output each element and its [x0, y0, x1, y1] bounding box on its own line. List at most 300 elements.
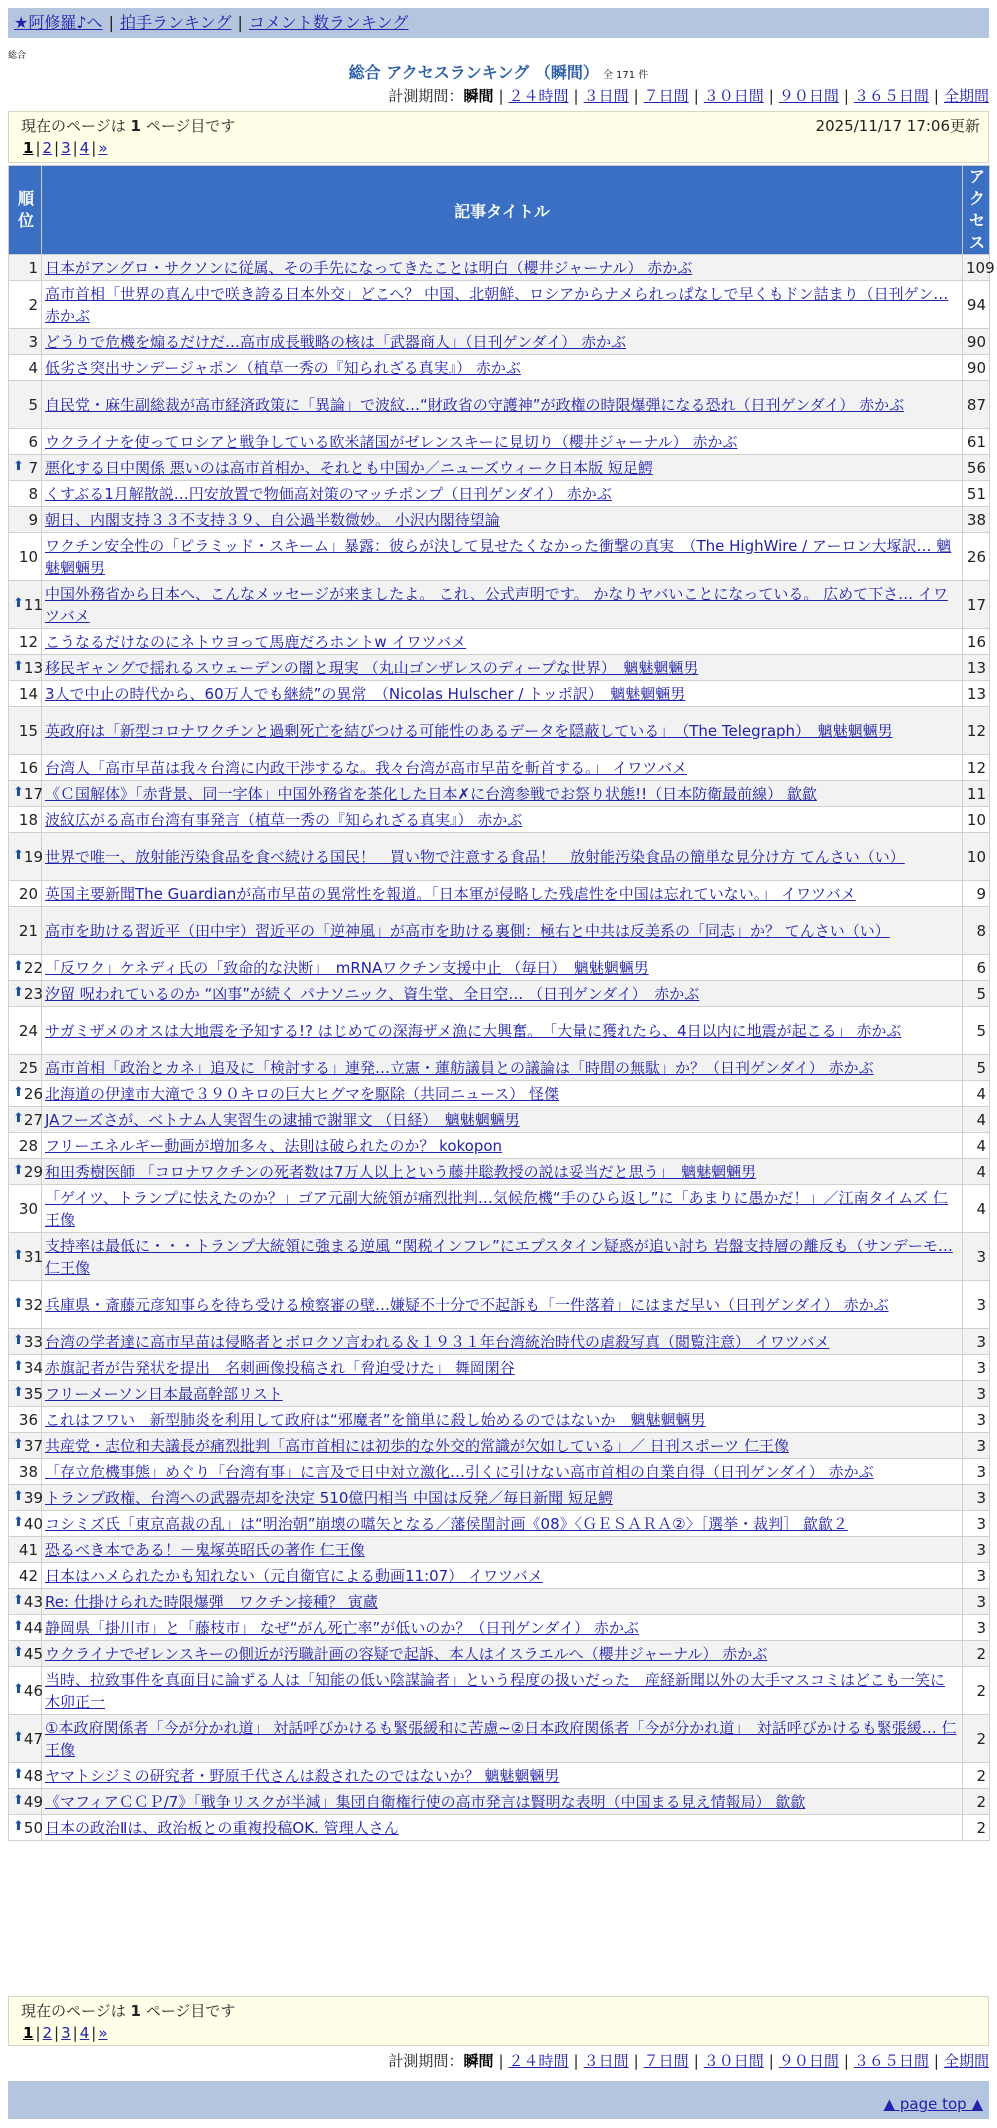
access-count: 4 [963, 1081, 990, 1107]
table-row [9, 481, 990, 507]
up-arrow-icon: ⬆ [13, 1295, 24, 1311]
divider: | [498, 87, 504, 105]
access-count: 3 [963, 1355, 990, 1381]
next-page-link[interactable]: » [98, 139, 108, 157]
comment-ranking-link[interactable]: コメント数ランキング [248, 13, 409, 32]
period-link-2[interactable]: ７日間 [643, 2052, 689, 2070]
article-link[interactable]: 赤旗記者が告発状を提出 名刺画像投稿され「脅迫受けた」 舞岡閑谷 [45, 1358, 515, 1377]
access-count: 13 [963, 681, 990, 707]
table-row [9, 1485, 990, 1511]
page-top-link[interactable]: ▲ page top ▲ [883, 2095, 983, 2113]
article-link[interactable]: 悪化する日中関係 悪いのは高市首相か、それとも中国か／ニューズウィーク日本版 短足鰐 [45, 458, 653, 477]
table-row [9, 1007, 990, 1055]
rank-number: 41 [18, 1540, 38, 1559]
divider: | [72, 2024, 78, 2042]
rank-number: 8 [28, 484, 38, 503]
divider: | [768, 87, 774, 105]
page-link-3[interactable]: 3 [61, 139, 71, 157]
rank-number: 32 [23, 1295, 43, 1314]
article-link[interactable]: こうなるだけなのにネトウヨって馬鹿だろホントw イワツバメ [45, 632, 467, 651]
total-count: 全 171 件 [602, 70, 649, 81]
rank-cell [9, 907, 42, 955]
article-link[interactable]: くすぶる1月解散説…円安放置で物価高対策のマッチポンプ（日刊ゲンダイ） 赤かぶ [45, 484, 612, 503]
title-cell [42, 1459, 963, 1485]
article-link[interactable]: 移民ギャングで揺れるスウェーデンの闇と現実 （丸山ゴンザレスのディープな世界） 魑魅魍魎男 [45, 658, 699, 677]
title-cell [42, 807, 963, 833]
title-cell [42, 507, 963, 533]
up-arrow-icon: ⬆ [13, 1110, 24, 1126]
article-link[interactable]: 《マフィアＣＣＰ/7》「戦争リスクが半減」集団自衛権行使の高市発言は賢明な表明（中国まる見え情報局） 歙歙 [45, 1792, 806, 1811]
divider: | [91, 2024, 97, 2042]
title-cell [42, 533, 963, 581]
title-cell [42, 581, 963, 629]
table-row [9, 429, 990, 455]
access-count: 51 [963, 481, 990, 507]
rank-number: 33 [23, 1332, 43, 1351]
table-row [9, 1329, 990, 1355]
rank-cell [9, 1433, 42, 1459]
article-link[interactable]: 高市首相「政治とカネ」追及に「検討する」連発…立憲・蓮舫議員との議論は「時間の無駄」か？（日刊ゲンダイ） 赤かぶ [45, 1058, 874, 1077]
page-link-4[interactable]: 4 [79, 2024, 90, 2042]
rank-number: 30 [18, 1199, 38, 1218]
updated-timestamp: 2025/11/17 17:06更新 [815, 117, 980, 135]
article-link[interactable]: 台湾の学者達に高市早苗は侵略者とボロクソ言われる＆１９３１年台湾統治時代の虐殺写真（閲覧注意） イワツバメ [45, 1332, 830, 1351]
divider: | [573, 87, 579, 105]
access-count: 4 [963, 1185, 990, 1233]
rank-number: 44 [23, 1618, 43, 1637]
access-count: 10 [963, 807, 990, 833]
article-link[interactable]: 高市を助ける習近平（田中宇）習近平の「逆神風」が高市を助ける裏側：極右と中共は反美系の「同志」か？ てんさい（い） [45, 921, 890, 940]
title-cell [42, 755, 963, 781]
access-count: 3 [963, 1233, 990, 1281]
next-page-link[interactable]: » [98, 2024, 108, 2042]
divider: | [933, 2052, 939, 2070]
rank-cell [9, 1763, 42, 1789]
divider: | [633, 87, 639, 105]
page-title [0, 60, 997, 83]
period-link-5[interactable]: ３６５日間 [853, 87, 929, 105]
rank-cell [9, 1789, 42, 1815]
access-count: 3 [963, 1433, 990, 1459]
table-row [9, 1107, 990, 1133]
rank-cell [9, 281, 42, 329]
table-row [9, 329, 990, 355]
rank-cell [9, 1081, 42, 1107]
title-cell [42, 1511, 963, 1537]
title-cell [42, 281, 963, 329]
title-cell [42, 381, 963, 429]
title-cell [42, 355, 963, 381]
up-arrow-icon: ⬆ [13, 1436, 24, 1452]
period-link-3[interactable]: ３０日間 [703, 87, 764, 105]
table-row [9, 1081, 990, 1107]
up-arrow-icon: ⬆ [13, 1384, 24, 1400]
table-row [9, 881, 990, 907]
access-count: 2 [963, 1641, 990, 1667]
table-row [9, 981, 990, 1007]
table-row [9, 655, 990, 681]
category-label: 総合 [8, 51, 27, 61]
rank-number: 36 [18, 1410, 38, 1429]
bottom-bar [8, 2081, 989, 2119]
article-link[interactable]: 中国外務省から日本へ、こんなメッセージが来ましたよ。 これ、公式声明です。 かなりヤバいことになっている。 広めて下さ… イワツバメ [45, 584, 948, 625]
title-cell [42, 1641, 963, 1667]
rank-number: 47 [23, 1729, 43, 1748]
rank-number: 10 [18, 547, 38, 566]
up-arrow-icon: ⬆ [13, 784, 24, 800]
article-link[interactable]: ウクライナを使ってロシアと戦争している欧米諸国がゼレンスキーに見切り（櫻井ジャーナル） 赤かぶ [45, 432, 738, 451]
access-count: 90 [963, 355, 990, 381]
article-link[interactable]: サガミザメのオスは大地震を予知する!? はじめての深海ザメ漁に大興奮。 「大量に獲れたら、4日以内に地震が起こる」 赤かぶ [45, 1021, 902, 1040]
article-link[interactable]: 共産党・志位和夫議長が痛烈批判「高市首相には初歩的な外交的常識が欠如している」／ 日刊スポーツ 仁王像 [45, 1436, 789, 1455]
access-count: 94 [963, 281, 990, 329]
up-arrow-icon: ⬆ [13, 1514, 24, 1530]
up-arrow-icon: ⬆ [13, 984, 24, 1000]
title-cell [42, 955, 963, 981]
home-link[interactable]: ★阿修羅♪へ [14, 13, 103, 32]
applause-ranking-link[interactable]: 拍手ランキング [119, 13, 232, 32]
page-status [21, 2000, 976, 2022]
table-row [9, 1185, 990, 1233]
title-cell [42, 1485, 963, 1511]
page-status-text: ページ目です [140, 117, 236, 135]
rank-cell [9, 1281, 42, 1329]
period-link-4[interactable]: ９０日間 [778, 2052, 839, 2070]
top-nav-bar [8, 8, 989, 38]
period-selector-bottom [388, 2050, 989, 2071]
title-cell [42, 781, 963, 807]
ranking-title: 総合 アクセスランキング （瞬間） [348, 63, 599, 82]
up-arrow-icon: ⬆ [13, 458, 24, 474]
table-row [9, 955, 990, 981]
divider: | [54, 2024, 60, 2042]
access-count: 5 [963, 1007, 990, 1055]
table-row [9, 807, 990, 833]
article-link[interactable]: 恐るべき本である！－鬼塚英昭氏の著作 仁王像 [45, 1540, 365, 1559]
article-link[interactable]: 《Ｃ国解体》「赤背景、同一字体」中国外務省を茶化した日本✗に台湾参戦でお祭り状態!!（日本防衛最前線） 歙歙 [45, 784, 817, 803]
article-link[interactable]: 「存立危機事態」めぐり「台湾有事」に言及で日中対立激化…引くに引けない高市首相の自業自得（日刊ゲンダイ） 赤かぶ [45, 1462, 874, 1481]
rank-cell [9, 781, 42, 807]
rank-cell [9, 255, 42, 281]
title-cell [42, 481, 963, 507]
rank-cell [9, 1537, 42, 1563]
divider: | [633, 2052, 639, 2070]
access-count: 2 [963, 1715, 990, 1763]
up-arrow-icon: ⬆ [13, 1644, 24, 1660]
article-link[interactable]: どうりで危機を煽るだけだ…高市成長戦略の核は「武器商人」（日刊ゲンダイ） 赤かぶ [45, 332, 627, 351]
access-count: 2 [963, 1815, 990, 1841]
access-count: 17 [963, 581, 990, 629]
period-label: 計測期間： [388, 87, 464, 105]
access-count: 8 [963, 907, 990, 955]
rank-cell [9, 507, 42, 533]
rank-cell [9, 533, 42, 581]
access-count: 3 [963, 1589, 990, 1615]
rank-cell [9, 1407, 42, 1433]
article-link[interactable]: 当時、拉致事件を真面目に論ずる人は「知能の低い陰謀論者」という程度の扱いだった 産経新聞以外の大手マスコミはどこも一笑に 木卯正一 [45, 1670, 946, 1711]
period-link-6[interactable]: 全期間 [943, 2052, 989, 2070]
header-rank: 順位 [9, 166, 42, 255]
access-count: 87 [963, 381, 990, 429]
header-access: アクセス [963, 166, 990, 255]
article-link[interactable]: フリーメーソン日本最高幹部リスト [45, 1384, 283, 1403]
table-row [9, 681, 990, 707]
article-link[interactable]: 英政府は「新型コロナワクチンと過剰死亡を結びつける可能性のあるデータを隠蔽している」 （The Telegraph） 魑魅魍魎男 [45, 721, 893, 740]
table-row [9, 1355, 990, 1381]
table-row [9, 833, 990, 881]
up-arrow-icon: ⬆ [13, 1358, 24, 1374]
rank-cell [9, 1511, 42, 1537]
access-count: 2 [963, 1789, 990, 1815]
title-cell [42, 1589, 963, 1615]
rank-number: 4 [28, 358, 38, 377]
page-link-2[interactable]: 2 [42, 139, 53, 157]
table-row [9, 1537, 990, 1563]
title-cell [42, 1763, 963, 1789]
article-link[interactable]: 低劣さ突出サンデージャポン（植草一秀の『知られざる真実』） 赤かぶ [45, 358, 521, 377]
access-count: 3 [963, 1511, 990, 1537]
divider: | [35, 139, 41, 157]
article-link[interactable]: 英国主要新聞The Guardianが高市早苗の異常性を報道。「日本軍が侵略した残虐性を中国は忘れていない。」 イワツバメ [45, 884, 856, 903]
up-arrow-icon: ⬆ [13, 1766, 24, 1782]
title-cell [42, 1081, 963, 1107]
title-cell [42, 1789, 963, 1815]
up-arrow-icon: ⬆ [13, 1681, 24, 1697]
rank-cell [9, 1615, 42, 1641]
table-row [9, 1667, 990, 1715]
rank-cell [9, 355, 42, 381]
rank-cell [9, 1485, 42, 1511]
article-link[interactable]: 「反ワク」ケネディ氏の「致命的な決断」 mRNAワクチン支援中止 （毎日） 魑魅魍魎男 [45, 958, 649, 977]
rank-cell [9, 707, 42, 755]
article-link[interactable]: 兵庫県・斎藤元彦知事らを待ち受ける検察審の壁…嫌疑不十分で不起訴も「一件落着」にはまだ早い（日刊ゲンダイ） 赤かぶ [45, 1295, 889, 1314]
title-cell [42, 1185, 963, 1233]
title-cell [42, 1433, 963, 1459]
table-row [9, 581, 990, 629]
period-current: 瞬間 [463, 87, 494, 105]
article-link[interactable]: ①本政府関係者「今が分かれ道」 対話呼びかけるも緊張緩和に苦慮~②日本政府関係者「今が分かれ道」 対話呼びかけるも緊張緩… 仁王像 [45, 1718, 957, 1759]
page-link-3[interactable]: 3 [61, 2024, 71, 2042]
access-count: 16 [963, 629, 990, 655]
table-row [9, 281, 990, 329]
rank-number: 45 [23, 1644, 43, 1663]
divider: | [843, 2052, 849, 2070]
rank-number: 49 [23, 1792, 43, 1811]
table-row [9, 533, 990, 581]
article-link[interactable]: 日本はハメられたかも知れない（元自衛官による動画11:07） イワツバメ [45, 1566, 543, 1585]
table-row [9, 507, 990, 533]
table-row [9, 1563, 990, 1589]
rank-number: 16 [18, 758, 38, 777]
access-count: 11 [963, 781, 990, 807]
period-link-6[interactable]: 全期間 [943, 87, 989, 105]
table-row [9, 1763, 990, 1789]
pager-top [8, 111, 989, 163]
title-cell [42, 833, 963, 881]
title-cell [42, 1233, 963, 1281]
rank-cell [9, 381, 42, 429]
access-count: 10 [963, 833, 990, 881]
divider: | [54, 139, 60, 157]
period-link-1[interactable]: ３日間 [583, 2052, 629, 2070]
divider: | [573, 2052, 579, 2070]
rank-number: 17 [23, 784, 43, 803]
access-count: 56 [963, 455, 990, 481]
rank-number: 7 [28, 458, 38, 477]
rank-cell [9, 655, 42, 681]
access-count: 61 [963, 429, 990, 455]
rank-number: 3 [28, 332, 38, 351]
period-link-4[interactable]: ９０日間 [778, 87, 839, 105]
period-link-0[interactable]: ２４時間 [508, 2052, 569, 2070]
rank-cell [9, 833, 42, 881]
rank-cell [9, 755, 42, 781]
rank-cell [9, 1233, 42, 1281]
page-link-4[interactable]: 4 [79, 139, 90, 157]
table-row [9, 1789, 990, 1815]
title-cell [42, 981, 963, 1007]
table-row [9, 381, 990, 429]
table-row [9, 1381, 990, 1407]
rank-number: 39 [23, 1488, 43, 1507]
divider: | [35, 2024, 41, 2042]
article-link[interactable]: これはフワい 新型肺炎を利用して政府は“邪魔者”を簡単に殺し始めるのではないか 魑魅魍魎男 [45, 1410, 706, 1429]
table-row [9, 781, 990, 807]
divider: | [72, 139, 78, 157]
article-link[interactable]: 朝日、内閣支持３３不支持３９、自公過半数微妙。 小沢内閣待望論 [45, 510, 500, 529]
article-link[interactable]: 汐留 呪われているのか “凶事”が続く パナソニック、資生堂、全日空… （日刊ゲンダイ） 赤かぶ [45, 984, 700, 1003]
page-status-text: ページ目です [140, 2002, 236, 2020]
article-link[interactable]: 台湾人「高市早苗は我々台湾に内政干渉するな。我々台湾が高市早苗を斬首する。」 イワツバメ [45, 758, 687, 777]
article-link[interactable]: 世界で唯一、放射能汚染食品を食べ続ける国民！ 買い物で注意する食品！ 放射能汚染食品の簡単な見分け方 てんさい（い） [45, 847, 905, 866]
table-row [9, 1641, 990, 1667]
article-link[interactable]: Re: 仕掛けられた時限爆弾 ワクチン接種？ 寅蔵 [45, 1592, 378, 1611]
access-count: 3 [963, 1537, 990, 1563]
title-cell [42, 681, 963, 707]
title-cell [42, 429, 963, 455]
table-row [9, 1615, 990, 1641]
title-cell [42, 707, 963, 755]
article-link[interactable]: JAフーズさが、ベトナム人実習生の逮捕で謝罪文 （日経） 魑魅魍魎男 [45, 1110, 520, 1129]
table-row [9, 1433, 990, 1459]
rank-cell [9, 1381, 42, 1407]
period-label: 計測期間： [388, 2052, 464, 2070]
period-link-3[interactable]: ３０日間 [703, 2052, 764, 2070]
rank-number: 31 [23, 1247, 43, 1266]
title-cell [42, 1329, 963, 1355]
title-cell [42, 655, 963, 681]
up-arrow-icon: ⬆ [13, 1247, 24, 1263]
rank-number: 38 [18, 1462, 38, 1481]
up-arrow-icon: ⬆ [13, 1792, 24, 1808]
article-link[interactable]: 支持率は最低に・・・トランプ大統領に強まる逆風 “関税インフレ”にエプスタイン疑惑が追い討ち 岩盤支持層の離反も（サンデーモ… 仁王像 [45, 1236, 953, 1277]
up-arrow-icon: ⬆ [13, 958, 24, 974]
ranking-rows [9, 255, 995, 1841]
rank-cell [9, 981, 42, 1007]
rank-cell [9, 1133, 42, 1159]
rank-number: 22 [23, 958, 43, 977]
article-link[interactable]: 静岡県「掛川市」と「藤枝市」 なぜ“がん死亡率”が低いのか？（日刊ゲンダイ） 赤かぶ [45, 1618, 639, 1637]
title-cell [42, 1563, 963, 1589]
pager-bottom [8, 1996, 989, 2046]
article-link[interactable]: 3人で中止の時代から、60万人でも継続”の異常 （Nicolas Hulscher / トッポ訳） 魑魅魍魎男 [45, 684, 686, 703]
rank-cell [9, 1459, 42, 1485]
up-arrow-icon: ⬆ [13, 1818, 24, 1834]
access-count: 3 [963, 1485, 990, 1511]
rank-number: 35 [23, 1384, 43, 1403]
title-cell [42, 1667, 963, 1715]
article-link[interactable]: 波紋広がる高市台湾有事発言（植草一秀の『知られざる真実』） 赤かぶ [45, 810, 523, 829]
rank-number: 1 [28, 258, 38, 277]
rank-number: 12 [18, 632, 38, 651]
access-count: 3 [963, 1459, 990, 1485]
rank-number: 25 [18, 1058, 38, 1077]
article-link[interactable]: 日本がアングロ・サクソンに従属、その手先になってきたことは明白（櫻井ジャーナル） 赤かぶ [45, 258, 693, 277]
access-count: 4 [963, 1107, 990, 1133]
article-link[interactable]: 北海道の伊達市大滝で３９０キロの巨大ヒグマを駆除（共同ニュース） 怪傑 [45, 1084, 560, 1103]
title-cell [42, 455, 963, 481]
pagination [21, 2022, 976, 2044]
article-link[interactable]: 自民党・麻生副総裁が高市経済政策に「異論」で波紋…“財政省の守護神”が政権の時限爆弾になる恐れ（日刊ゲンダイ） 赤かぶ [45, 395, 905, 414]
title-cell [42, 1133, 963, 1159]
rank-number: 6 [28, 432, 38, 451]
header-title: 記事タイトル [42, 166, 963, 255]
article-link[interactable]: ワクチン安全性の「ピラミッド・スキーム」暴露：彼らが決して見せたくなかった衝撃の真実 （The HighWire / アーロン大塚訳… 魑魅魍魎男 [45, 536, 952, 577]
rank-cell [9, 1815, 42, 1841]
period-link-2[interactable]: ７日間 [643, 87, 689, 105]
divider: | [498, 2052, 504, 2070]
table-row [9, 1055, 990, 1081]
access-count: 109 [963, 255, 990, 281]
page-status-text: 現在のページは [21, 2002, 131, 2020]
rank-cell [9, 1641, 42, 1667]
rank-cell [9, 455, 42, 481]
article-link[interactable]: 日本の政治Ⅱは、政治板との重複投稿OK. 管理人さん [45, 1818, 399, 1837]
period-link-0[interactable]: ２４時間 [508, 87, 569, 105]
table-row [9, 1589, 990, 1615]
article-link[interactable]: コシミズ氏「東京高裁の乱」は“明治朝”崩壊の嚆矢となる／藩侯閨討画《08》〈ＧＥＳＡＲＡ②〉［選挙・裁判］ 歙歙２ [45, 1514, 848, 1533]
divider: | [768, 2052, 774, 2070]
rank-cell [9, 681, 42, 707]
article-link[interactable]: 「ゲイツ、トランプに怯えたのか？」ゴア元副大統領が痛烈批判…気候危機“手のひら返し”に「あまりに愚かだ！」／江南タイムズ 仁王像 [45, 1188, 948, 1229]
article-link[interactable]: 和田秀樹医師 「コロナワクチンの死者数は7万人以上という藤井聡教授の説は妥当だと思う」 魑魅魍魎男 [45, 1162, 757, 1181]
page-link-2[interactable]: 2 [42, 2024, 53, 2042]
article-link[interactable]: フリーエネルギー動画が増加多々、法則は破られたのか？ kokopon [45, 1136, 503, 1155]
title-cell [42, 1537, 963, 1563]
up-arrow-icon: ⬆ [13, 1592, 24, 1608]
rank-number: 2 [28, 295, 38, 314]
title-cell [42, 255, 963, 281]
title-cell [42, 1407, 963, 1433]
table-row [9, 629, 990, 655]
title-cell [42, 1715, 963, 1763]
article-link[interactable]: ヤマトシジミの研究者・野原千代さんは殺されたのではないか？ 魑魅魍魎男 [45, 1766, 560, 1785]
access-count: 6 [963, 955, 990, 981]
rank-number: 43 [23, 1592, 43, 1611]
access-count: 3 [963, 1329, 990, 1355]
title-cell [42, 907, 963, 955]
access-count: 3 [963, 1381, 990, 1407]
period-link-1[interactable]: ３日間 [583, 87, 629, 105]
title-cell [42, 1281, 963, 1329]
rank-number: 18 [18, 810, 38, 829]
article-link[interactable]: ウクライナでゼレンスキーの側近が汚職計画の容疑で起訴、本人はイスラエルへ（櫻井ジャーナル） 赤かぶ [45, 1644, 768, 1663]
table-row [9, 1281, 990, 1329]
period-link-5[interactable]: ３６５日間 [853, 2052, 929, 2070]
rank-cell [9, 581, 42, 629]
article-link[interactable]: 高市首相「世界の真ん中で咲き誇る日本外交」どこへ？ 中国、北朝鮮、ロシアからナメられっぱなしで早くもドン詰まり（日刊ゲン… 赤かぶ [45, 284, 949, 325]
article-link[interactable]: トランプ政権、台湾への武器売却を決定 510億円相当 中国は反発／毎日新聞 短足鰐 [45, 1488, 613, 1507]
